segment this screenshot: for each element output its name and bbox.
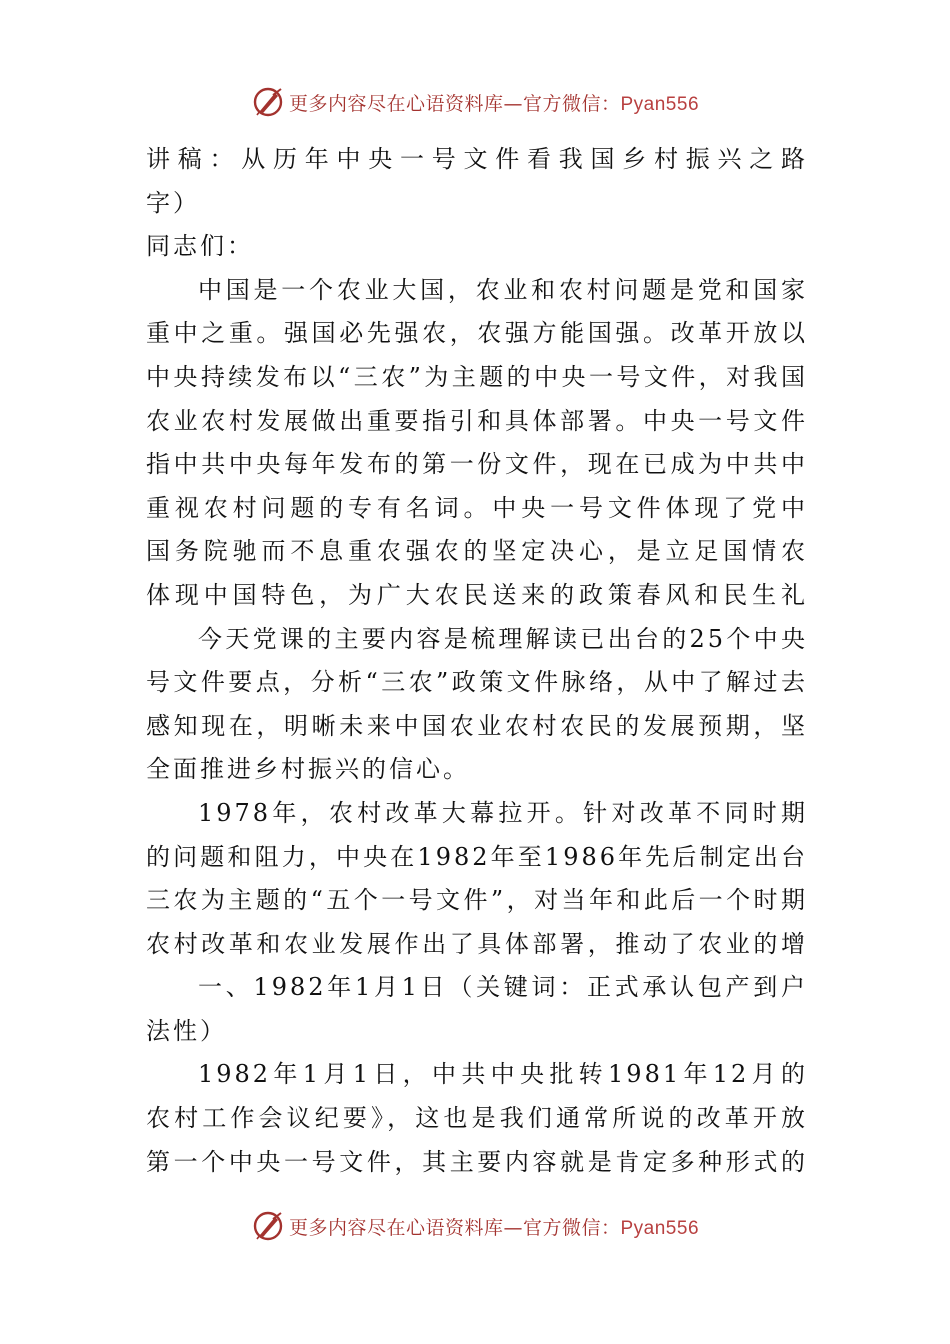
title-line: 讲稿：从历年中央一号文件看我国乡村振兴之路 <box>146 145 808 173</box>
paragraph <box>146 269 808 618</box>
watermark-text: 更多内容尽在心语资料库—官方微信：Pyan556 <box>288 92 700 115</box>
text-line: 农村改革和农业发展作出了具体部署，推动了农业的增 <box>146 929 808 958</box>
text-line: 今天党课的主要内容是梳理解读已出台的25个中央 <box>198 624 808 653</box>
quill-logo-icon <box>251 1209 285 1243</box>
text-line: 全面推进乡村振兴的信心。 <box>146 755 470 784</box>
salutation: 同志们： <box>146 232 254 261</box>
text-line: 中央持续发布以“三农”为主题的中央一号文件，对我国 <box>146 362 808 391</box>
text-line: 第一个中央一号文件，其主要内容就是肯定多种形式的 <box>146 1147 808 1176</box>
footer-watermark <box>0 1206 950 1246</box>
text-line: 国务院驰而不息重农强农的坚定决心，是立足国情农 <box>146 537 808 566</box>
watermark-text: 更多内容尽在心语资料库—官方微信：Pyan556 <box>288 1216 700 1239</box>
paragraph <box>146 1053 808 1184</box>
text-line: 号文件要点，分析“三农”政策文件脉络，从中了解过去 <box>146 668 808 697</box>
text-line: 体现中国特色，为广大农民送来的政策春风和民生礼 <box>146 580 808 609</box>
text-line: 1978年，农村改革大幕拉开。针对改革不同时期 <box>198 798 808 827</box>
text-line: 重中之重。强国必先强农，农强方能国强。改革开放以 <box>146 319 808 348</box>
text-line: 法性） <box>146 1016 227 1045</box>
text-line: 农村工作会议纪要》，这也是我们通常所说的改革开放 <box>146 1104 808 1133</box>
text-line: 1982年1月1日，中共中央批转1981年12月的 <box>198 1060 808 1089</box>
text-line: 感知现在，明晰未来中国农业农村农民的发展预期，坚 <box>146 711 808 740</box>
text-line: 一、1982年1月1日（关键词：正式承认包产到户 <box>198 973 808 1002</box>
text-line: 中国是一个农业大国，农业和农村问题是党和国家 <box>198 275 808 304</box>
text-line: 三农为主题的“五个一号文件”，对当年和此后一个时期 <box>146 886 808 915</box>
title-line: 字） <box>146 188 200 217</box>
text-line: 农业农村发展做出重要指引和具体部署。中央一号文件 <box>146 406 808 435</box>
paragraph <box>146 792 808 966</box>
section-heading <box>146 966 808 1053</box>
quill-logo-icon <box>251 85 285 119</box>
text-line: 重视农村问题的专有名词。中央一号文件体现了党中 <box>146 493 808 522</box>
text-line: 指中共中央每年发布的第一份文件，现在已成为中共中 <box>146 450 808 479</box>
header-watermark <box>0 82 950 122</box>
text-line: 的问题和阻力，中央在1982年至1986年先后制定出台 <box>146 842 808 871</box>
document-body <box>146 138 808 1184</box>
paragraph <box>146 618 808 792</box>
